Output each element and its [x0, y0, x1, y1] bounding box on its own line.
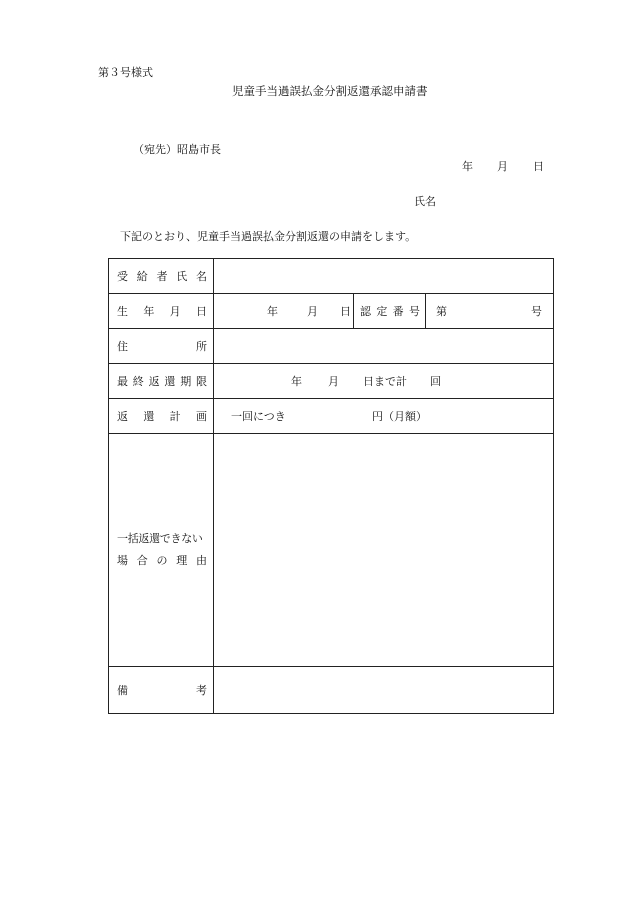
- plan-per-time: 一回につき: [231, 409, 286, 423]
- deadline-month-unit: 月: [328, 374, 339, 388]
- form-number: 第３号様式: [98, 66, 153, 79]
- deadline-day-total: 日まで計: [363, 374, 407, 388]
- birth-month-unit: 月: [307, 304, 318, 318]
- deadline-times-unit: 回: [430, 374, 441, 388]
- plan-field[interactable]: [214, 399, 554, 434]
- birth-date-label: 生 年 月 日: [109, 294, 214, 329]
- application-table: [108, 258, 554, 714]
- row-remarks: [109, 667, 554, 714]
- reason-field[interactable]: [214, 434, 554, 667]
- recipient-name-field[interactable]: [214, 259, 554, 294]
- reason-label-line2: 場 合 の 理 由: [117, 554, 207, 567]
- deadline-year-unit: 年: [291, 374, 302, 388]
- row-birth-date: [109, 294, 554, 329]
- address-label: 住 所: [109, 329, 214, 364]
- birth-date-field[interactable]: [214, 294, 354, 329]
- address-field[interactable]: [214, 329, 554, 364]
- deadline-label: 最 終 返 還 期 限: [109, 364, 214, 399]
- birth-day-unit: 日: [340, 304, 351, 318]
- row-repayment-plan: [109, 399, 554, 434]
- reason-label-line1: 一括返還できない: [117, 532, 203, 545]
- date-year: 年: [462, 160, 473, 173]
- page-title: 児童手当過誤払金分割返還承認申請書: [232, 84, 428, 98]
- row-recipient-name: [109, 259, 554, 294]
- birth-year-unit: 年: [267, 304, 278, 318]
- remarks-field[interactable]: [214, 667, 554, 714]
- row-deadline: [109, 364, 554, 399]
- row-reason: [109, 434, 554, 667]
- addressee: （宛先）昭島市長: [133, 143, 221, 156]
- cert-number-prefix: 第: [436, 304, 447, 318]
- cert-number-suffix: 号: [531, 304, 542, 318]
- plan-label: 返 還 計 画: [109, 399, 214, 434]
- remarks-label: 備 考: [109, 667, 214, 714]
- deadline-field[interactable]: [214, 364, 554, 399]
- intro-text: 下記のとおり、児童手当過誤払金分割返還の申請をします。: [120, 230, 417, 243]
- recipient-name-label: 受 給 者 氏 名: [109, 259, 214, 294]
- date-month: 月: [497, 160, 508, 173]
- reason-label: [109, 434, 214, 667]
- date-day: 日: [533, 160, 544, 173]
- cert-number-field[interactable]: [426, 294, 554, 329]
- row-address: [109, 329, 554, 364]
- name-label: 氏名: [414, 195, 436, 208]
- plan-yen-monthly: 円（月額）: [372, 409, 427, 423]
- cert-number-label: 認 定 番 号: [354, 294, 426, 329]
